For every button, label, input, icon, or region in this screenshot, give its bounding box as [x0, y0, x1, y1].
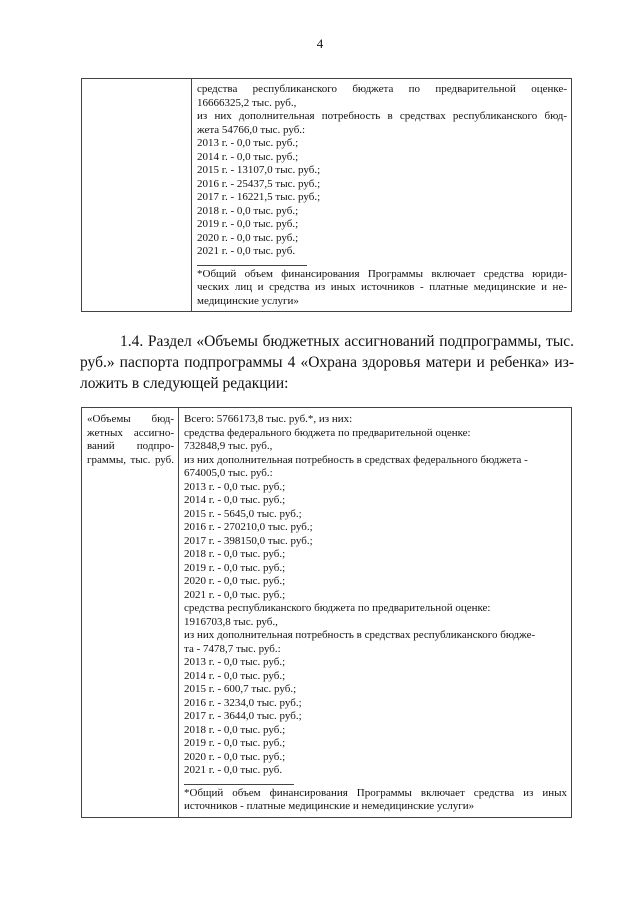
- table1-lines: [197, 83, 567, 259]
- table2-footnote: [184, 787, 567, 814]
- table-line: 2018 г. - 0,0 тыс. руб.;: [197, 204, 299, 217]
- table-line: 2014 г. - 0,0 тыс. руб.;: [197, 150, 299, 163]
- page-number: 4: [316, 36, 324, 51]
- footnote-line: *Общий объем финансирования Программы включает средства из иных: [184, 786, 567, 799]
- table2-heading: [87, 413, 174, 467]
- heading-line: «Объемы бюд-: [87, 413, 174, 425]
- table-line: 2017 г. - 398150,0 тыс. руб.;: [184, 534, 313, 547]
- table-line: 2015 г. - 13107,0 тыс. руб.;: [197, 164, 321, 176]
- table-line: 2013 г. - 0,0 тыс. руб.;: [184, 656, 286, 668]
- table-line: 2021 г. - 0,0 тыс. руб.: [184, 764, 283, 776]
- footnote-rule: [197, 265, 307, 266]
- table-line: 2014 г. - 0,0 тыс. руб.;: [184, 494, 286, 506]
- table-line: 2021 г. - 0,0 тыс. руб.: [197, 245, 296, 257]
- table-line: 2014 г. - 0,0 тыс. руб.;: [184, 669, 286, 682]
- table-line: 2021 г. - 0,0 тыс. руб.;: [184, 588, 286, 601]
- table-line: 2018 г. - 0,0 тыс. руб.;: [184, 548, 286, 560]
- table-line: 2017 г. - 3644,0 тыс. руб.;: [184, 710, 302, 722]
- amendment-paragraph: [80, 331, 574, 394]
- paragraph-line: руб.» паспорта подпрограммы 4 «Охрана здоровья матери и ребенка» из-: [80, 354, 574, 371]
- funding-table-continued: [81, 78, 572, 312]
- table-line: 2019 г. - 0,0 тыс. руб.;: [197, 218, 299, 230]
- table1-right-cell: [192, 79, 572, 312]
- table-line: 2013 г. - 0,0 тыс. руб.;: [197, 137, 299, 149]
- footnote-rule: [184, 784, 294, 785]
- table-line: 16666325,2 тыс. руб.,: [197, 96, 297, 109]
- table-line: 2017 г. - 16221,5 тыс. руб.;: [197, 191, 321, 203]
- table-line: 2020 г. - 0,0 тыс. руб.;: [184, 575, 286, 587]
- table1-footnote: [197, 268, 567, 309]
- table-line: 732848,9 тыс. руб.,: [184, 440, 273, 452]
- table-line: 2016 г. - 3234,0 тыс. руб.;: [184, 696, 302, 709]
- table-line: жета 54766,0 тыс. руб.:: [197, 123, 306, 136]
- table-line: из них дополнительная потребность в средствах республиканского бюд-: [197, 110, 567, 122]
- table-line: 2013 г. - 0,0 тыс. руб.;: [184, 480, 286, 493]
- table-line: из них дополнительная потребность в средствах республиканского бюдже-: [184, 629, 536, 641]
- table-line: средства республиканского бюджета по предварительной оценке:: [184, 602, 491, 614]
- table2-left-cell: [82, 408, 179, 818]
- table-line: средства федерального бюджета по предварительной оценке:: [184, 426, 471, 439]
- table-line: 2019 г. - 0,0 тыс. руб.;: [184, 737, 286, 749]
- paragraph-line: ложить в следующей редакции:: [80, 375, 289, 392]
- table-line: 2016 г. - 270210,0 тыс. руб.;: [184, 521, 313, 533]
- table-line: Всего: 5766173,8 тыс. руб.*, из них:: [184, 413, 353, 425]
- footnote-line: медицинские услуги»: [197, 294, 299, 307]
- table-line: 2015 г. - 5645,0 тыс. руб.;: [184, 507, 302, 520]
- table-line: 674005,0 тыс. руб.:: [184, 467, 273, 479]
- table2-lines: [184, 413, 567, 778]
- table-line: та - 7478,7 тыс. руб.:: [184, 642, 281, 655]
- table-line: 2020 г. - 0,0 тыс. руб.;: [197, 231, 299, 244]
- table-line: 2020 г. - 0,0 тыс. руб.;: [184, 750, 286, 763]
- footnote-line: ческих лиц и средства из иных источников - платные медицинские и не-: [197, 281, 567, 293]
- table-line: 2019 г. - 0,0 тыс. руб.;: [184, 561, 286, 574]
- heading-line: жетных ассигно-: [87, 426, 174, 439]
- heading-line: ваний подпро-: [87, 440, 174, 452]
- table-line: 1916703,8 тыс. руб.,: [184, 615, 278, 628]
- table-line: 2015 г. - 600,7 тыс. руб.;: [184, 683, 297, 695]
- funding-table-subprogram-4: [81, 407, 572, 818]
- table-line: 2018 г. - 0,0 тыс. руб.;: [184, 723, 286, 736]
- footnote-line: *Общий объем финансирования Программы включает средства юриди-: [197, 267, 567, 280]
- table-line: из них дополнительная потребность в средствах федерального бюджета -: [184, 453, 528, 466]
- heading-line: граммы, тыс. руб.: [87, 453, 174, 466]
- table1-left-cell: [82, 79, 192, 312]
- paragraph-line: 1.4. Раздел «Объемы бюджетных ассигнований подпрограммы, тыс.: [120, 333, 574, 350]
- table2-right-cell: [179, 408, 572, 818]
- table-line: средства республиканского бюджета по предварительной оценке-: [197, 83, 567, 95]
- footnote-line: источников - платные медицинские и немедицинские услуги»: [184, 800, 475, 812]
- table-line: 2016 г. - 25437,5 тыс. руб.;: [197, 177, 321, 190]
